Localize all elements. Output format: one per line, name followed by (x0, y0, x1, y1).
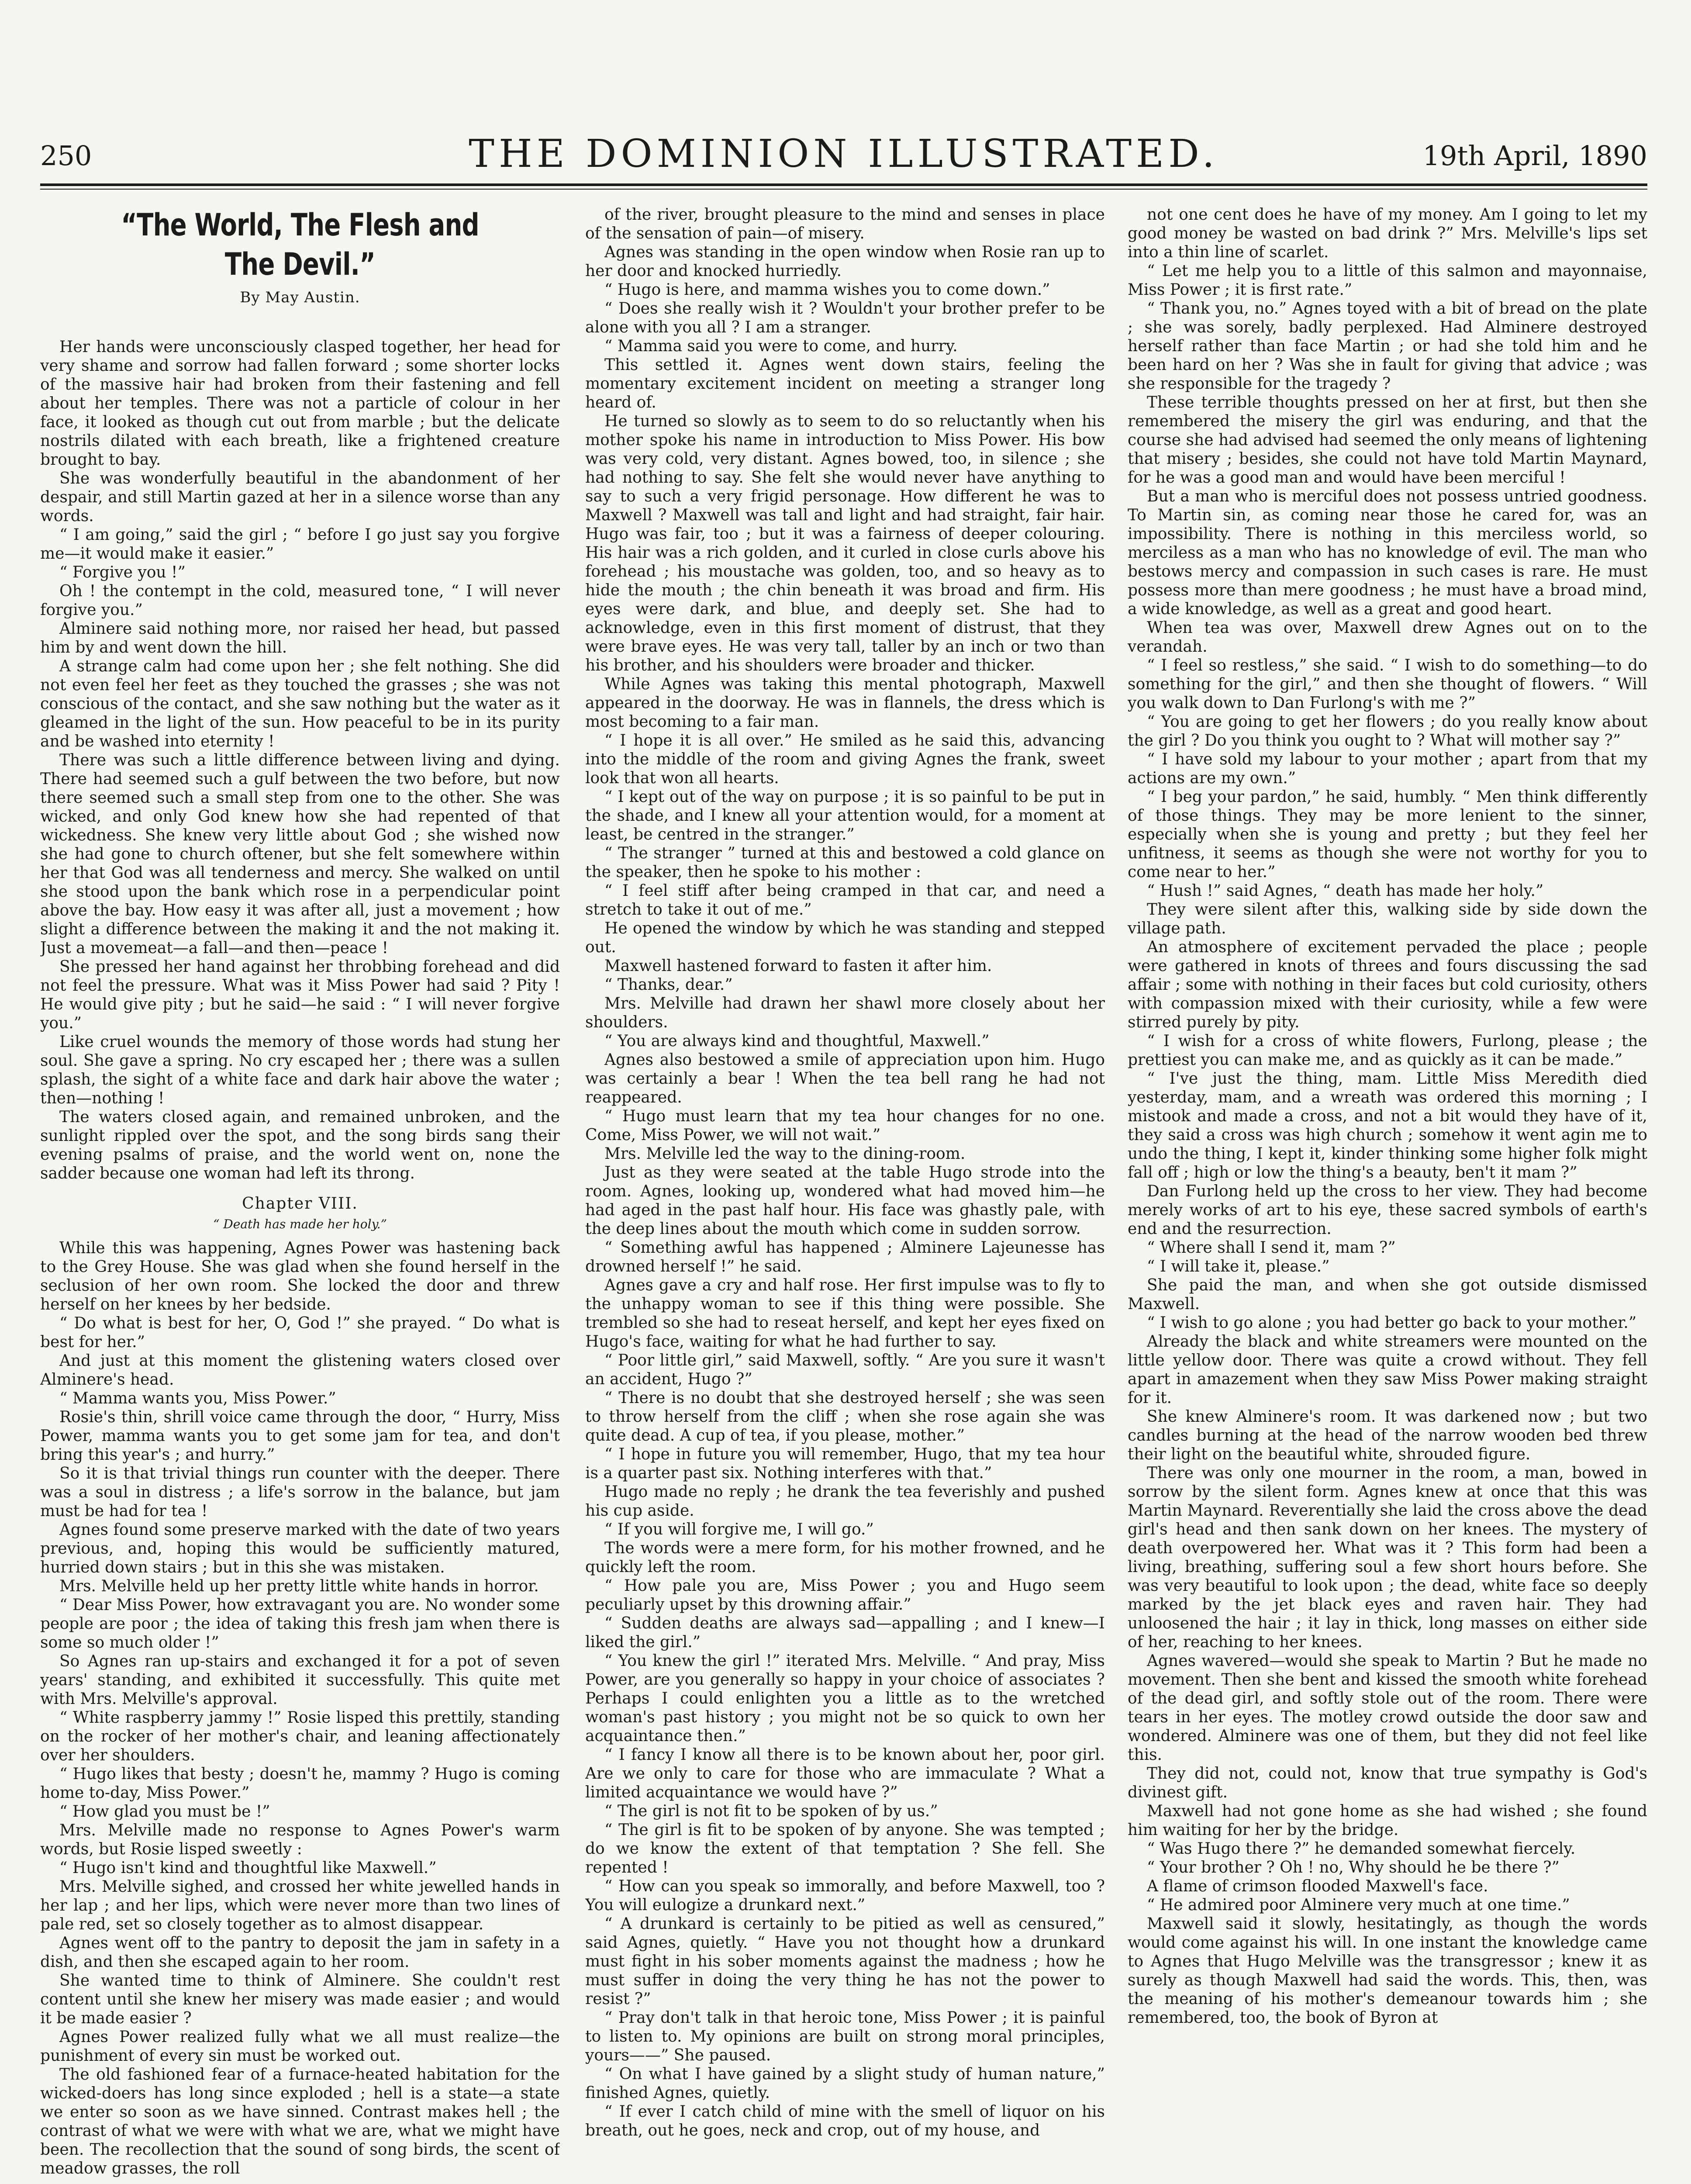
masthead (40, 131, 1647, 183)
paragraph: “ Thank you, no.” Agnes toyed with a bit of bread on the plate ; she was sorely, badly perplexed. Had Alminere destroyed herself rather than face Martin ; or had she told him and he been hard on her ? Was she in fault for giving that advice ; was she responsible for the tragedy ? (1128, 300, 1647, 393)
paragraph: of the river, brought pleasure to the mind and senses in place of the sensation of pain—of misery. (585, 206, 1105, 242)
paragraph: “ I feel so restless,” she said. “ I wish to do something—to do something for the girl,” and then she thought of flowers. “ Will you walk down to Dan Furlong's with me ?” (1128, 657, 1647, 712)
paragraph: “ I beg your pardon,” he said, humbly. “ Men think differently of those things. They may be more lenient to the sinner, especially when she is young and pretty ; but they feel her unfitness, it seems as though she were not worthy for you to come near to her.” (1128, 788, 1647, 881)
paragraph: “ Does she really wish it ? Wouldn't your brother prefer to be alone with you all ? I am a stranger. (585, 300, 1105, 336)
paragraph: “ Mamma said you were to come, and hurry. (604, 337, 958, 355)
paragraph: “ I have sold my labour to your mother ; apart from that my actions are my own.” (1128, 750, 1647, 787)
paragraph: Mrs. Melville led the way to the dining-room. (604, 1145, 966, 1163)
paragraph: “ I've just the thing, mam. Little Miss Meredith died yesterday, mam, and a wreath was ordered this morning ; I mistook and made a cross, and not a bit would they have of it, they said a cross was high church ; somehow it went agin me to undo the thing, I kept it, kinder thinking some higher folk might fall off ; high or low the thing's a beauty, ben't it mam ?” (1128, 1070, 1647, 1182)
paragraph: Maxwell had not gone home as she had wished ; she found him waiting for her by the bridge. (1128, 1802, 1647, 1839)
paragraph: She was wonderfully beautiful in the abandonment of her despair, and still Martin gazed at her in a silence worse than any words. (40, 470, 560, 525)
paragraph: “ Something awful has happened ; Alminere Lajeunesse has drowned herself !” he said. (585, 1239, 1105, 1275)
paragraph: Just as they were seated at the table Hugo strode into the room. Agnes, looking up, wondered what had moved him—he had aged in the past half hour. His face was ghastly pale, with the deep lines about the mouth which come in sudden sorrow. (585, 1164, 1105, 1238)
paragraph: Agnes went off to the pantry to deposit the jam in safety in a dish, and then she escaped again to her room. (40, 1934, 560, 1971)
paragraph: There was such a little difference between living and dying. There had seemed such a gulf between the two before, but now there seemed such a small step from one to the other. She was wicked, and only God knew how she had repented of that wickedness. She knew very little about God ; she wished now she had gone to church oftener, but she felt somewhere within her that God was all tenderness and mercy. She walked on until she stood upon the bank which rose in a perpendicular point above the bay. How easy it was after all, just a movement ; how slight a difference between the making it and the not making it. Just a movemeat—a fall—and then—peace ! (40, 751, 560, 957)
paragraph: “ White raspberry jammy !” Rosie lisped this prettily, standing on the rocker of her mother's chair, and leaning affectionately over her shoulders. (40, 1709, 560, 1764)
paragraph: So Agnes ran up-stairs and exchanged it for a pot of seven years' standing, and exhibited it successfully. This quite met with Mrs. Melville's approval. (40, 1652, 560, 1708)
paragraph: Oh ! the contempt in the cold, measured tone, “ I will never forgive you.” (40, 582, 560, 619)
paragraph: Agnes found some preserve marked with the date of two years previous, and, hoping this would be sufficiently matured, hurried down stairs ; but in this she was mistaken. (40, 1521, 560, 1576)
paragraph: “ Hugo is here, and mamma wishes you to come down.” (604, 281, 1050, 299)
chapter-heading: Chapter VIII. (242, 1195, 358, 1213)
paragraph: She knew Alminere's room. It was darkened now ; but two candles burning at the head of the narrow wooden bed threw their light on the beautiful white, shrouded figure. (1128, 1408, 1647, 1463)
paragraph: “ The girl is fit to be spoken of by anyone. She was tempted ; do we know the extent of that temptation ? She fell. She repented ! (585, 1821, 1105, 1876)
paragraph: “ I kept out of the way on purpose ; it is so painful to be put in the shade, and I knew all your attention would, for a moment at least, be centred in the stranger.” (585, 788, 1105, 843)
masthead-rule-thin (40, 189, 1647, 190)
paragraph: He opened the window by which he was standing and stepped out. (585, 919, 1105, 956)
paragraph: “ I feel stiff after being cramped in that car, and need a stretch to take it out of me.” (585, 882, 1105, 919)
paragraph: Agnes Power realized fully what we all must realize—the punishment of every sin must be worked out. (40, 2028, 560, 2065)
paragraph: “ I am going,” said the girl ; “ before I go just say you forgive me—it would make it easier.” (40, 526, 560, 563)
paragraph: While Agnes was taking this mental photograph, Maxwell appeared in the doorway. He was in flannels, the dress which is most becoming to a fair man. (585, 675, 1105, 731)
paragraph: “ Your brother ? Oh ! no, Why should he be there ?” (1147, 1859, 1560, 1876)
paragraph: “ I hope it is all over.” He smiled as he said this, advancing into the middle of the room and giving Agnes the frank, sweet look that won all hearts. (585, 732, 1105, 787)
paragraph: Alminere said nothing more, nor raised her head, but passed him by and went down the hill. (40, 620, 560, 657)
story-title: “The World, The Flesh and The Devil.” (121, 207, 479, 282)
paragraph: “ Pray don't talk in that heroic tone, Miss Power ; it is painful to listen to. My opinions are built on strong moral principles, yours——” She paused. (585, 2009, 1105, 2064)
paragraph: “ The girl is not fit to be spoken of by us.” (604, 1802, 938, 1820)
paragraph: The words were a mere form, for his mother frowned, and he quickly left the room. (585, 1539, 1105, 1576)
paragraph: There was only one mourner in the room, a man, bowed in sorrow by the silent form. Agnes knew at once that this was Martin Maynard. Reverentially she laid the cross above the dead girl's head and then sank down on her knees. The mystery of death overpowered her. What was it ? This form had been a living, breathing, suffering soul a few short hours before. She was very beautiful to look upon ; the dead, white face so deeply marked by the jet black eyes and raven hair. They had unloosened the hair ; it lay in thick, long masses on either side of her, reaching to her knees. (1128, 1464, 1647, 1651)
paragraph: Mrs. Melville sighed, and crossed her white jewelled hands in her lap ; and her lips, which were never more than two lines of pale red, set so closely together as to almost disappear. (40, 1878, 560, 1933)
paragraph: “ Do what is best for her, O, God !” she prayed. “ Do what is best for her.” (40, 1314, 560, 1351)
paragraph: “ I fancy I know all there is to be known about her, poor girl. Are we only to care for those who are immaculate ? What a limited acquaintance we would have ?” (585, 1746, 1105, 1801)
paragraph: He turned so slowly as to seem to do so reluctantly when his mother spoke his name in introduction to Miss Power. His bow was very cold, very distant. Agnes bowed, too, in silence ; she had nothing to say. She felt she would never have anything to say to such a very frigid personage. How different he was to Maxwell ? Maxwell was tall and light and had straight, fair hair. Hugo was fair, too ; but it was a fairness of deeper colouring. His hair was a rich golden, and it curled in close curls above his forehead ; his moustache was golden, too, and so heavy as to hide the mouth ; the chin beneath it was broad and firm. His eyes were dark, and blue, and deeply set. She had to acknowledge, even in this first moment of distrust, that they were brave eyes. He was very tall, taller by an inch or two than his brother, and his shoulders were broader and thicker. (585, 412, 1105, 674)
paragraph: “ Dear Miss Power, how extravagant you are. No wonder some people are poor ; the idea of taking this fresh jam when there is some so much older !” (40, 1596, 560, 1652)
paragraph: “ He admired poor Alminere very much at one time.” (1147, 1896, 1570, 1914)
paragraph: “ On what I have gained by a slight study of human nature,” finished Agnes, quietly. (585, 2065, 1105, 2102)
paragraph: Rosie's thin, shrill voice came through the door, “ Hurry, Miss Power, mamma wants you to get some jam for tea, and don't bring this year's ; and hurry.” (40, 1408, 560, 1464)
paragraph: Like cruel wounds the memory of those words had stung her soul. She gave a spring. No cry escaped her ; there was a sullen splash, the sight of a white face and dark hair above the water ; then—nothing ! (40, 1033, 560, 1107)
paragraph: “ Poor little girl,” said Maxwell, softly. “ Are you sure it wasn't an accident, Hugo ?” (585, 1351, 1105, 1388)
paragraph: “ Sudden deaths are always sad—appalling ; and I knew—I liked the girl.” (585, 1614, 1105, 1651)
paragraph: “ You are going to get her flowers ; do you really know about the girl ? Do you think you ought to ? What will mother say ?” (1128, 713, 1647, 750)
paragraph: An atmosphere of excitement pervaded the place ; people were gathered in knots of threes and fours discussing the sad affair ; some with nothing in their faces but cold curiosity, others with compassion mixed with their curiosity, while a few were stirred purely by pity. (1128, 938, 1647, 1031)
column-1 (40, 205, 560, 2184)
paragraph: not one cent does he have of my money. Am I going to let my good money be wasted on bad drink ?” Mrs. Melville's lips set into a thin line of scarlet. (1128, 206, 1647, 261)
paragraph: And just at this moment the glistening waters closed over Alminere's head. (40, 1352, 560, 1389)
column-1-text-b (40, 1239, 560, 2178)
paragraph: She wanted time to think of Alminere. She couldn't rest content until she knew her misery was made easier ; and would it be made easier ? (40, 1972, 560, 2027)
paragraph: “ You are always kind and thoughtful, Maxwell.” (604, 1032, 990, 1050)
paragraph: While this was happening, Agnes Power was hastening back to the Grey House. She was glad when she found herself in the seclusion of her own room. She locked the door and threw herself on her knees by her bedside. (40, 1239, 560, 1313)
column-3-text (1128, 205, 1647, 2027)
paragraph: “ I hope in future you will remember, Hugo, that my tea hour is a quarter past six. Nothing interferes with that.” (585, 1445, 1105, 1482)
paragraph: “ Thanks, dear.” (604, 976, 733, 994)
paragraph: These terrible thoughts pressed on her at first, but then she remembered the misery the girl was enduring, and that the course she had advised had seemed the only means of lightening that misery ; besides, she could not have told Martin Maynard, for he was a good man and would have been merciful ! (1128, 394, 1647, 487)
page-number: 250 (40, 140, 92, 172)
paragraph: This settled it. Agnes went down stairs, feeling the momentary excitement incident on meeting a stranger long heard of. (585, 356, 1105, 411)
paragraph: “ A drunkard is certainly to be pitied as well as censured,” said Agnes, quietly. “ Have you not thought how a drunkard must fight in his sober moments against the madness ; how he must suffer in doing the very thing he has not the power to resist ?” (585, 1915, 1105, 2008)
byline: By May Austin. (240, 289, 360, 306)
paragraph: “ How pale you are, Miss Power ; you and Hugo seem peculiarly upset by this drowning affair.” (585, 1577, 1105, 1614)
paragraph: Agnes also bestowed a smile of appreciation upon him. Hugo was certainly a bear ! When the tea bell rang he had not reappeared. (585, 1051, 1105, 1106)
paragraph: “ There is no doubt that she destroyed herself ; she was seen to throw herself from the cliff ; when she rose again she was quite dead. A cup of tea, if you please, mother.” (585, 1389, 1105, 1444)
paragraph: She paid the man, and when she got outside dismissed Maxwell. (1128, 1276, 1647, 1313)
masthead-rule (40, 183, 1647, 186)
chapter-motto: “ Death has made her holy.” (213, 1217, 387, 1231)
paragraph: So it is that trivial things run counter with the deeper. There was a soul in distress ; a life's sorrow in the balance, but jam must be had for tea ! (40, 1465, 560, 1520)
paragraph: Maxwell said it slowly, hesitatingly, as though the words would come against his will. In one instant the knowledge came to Agnes that Hugo Melville was the transgressor ; knew it as surely as though Maxwell had said the words. This, then, was the meaning of his mother's demeanour towards him ; she remembered, too, the book of Byron at (1128, 1915, 1647, 2027)
paragraph: But a man who is merciful does not possess untried goodness. To Martin sin, as coming near those he cared for, was an impossibility. There is nothing in this merciless world, so merciless as a man who has no knowledge of evil. The man who bestows mercy and compassion in such cases is rare. He must possess more than mere goodness ; he must have a broad mind, a wide knowledge, as well as a great and good heart. (1128, 487, 1647, 618)
paragraph: The waters closed again, and remained unbroken, and the sunlight rippled over the spot, and the song birds sang their evening psalms of praise, and the world went on, none the sadder because one woman had left its throng. (40, 1108, 560, 1182)
paragraph: A strange calm had come upon her ; she felt nothing. She did not even feel her feet as they touched the grasses ; she was not conscious of the contact, and she saw nothing but the water as it gleamed in the light of the sun. How peaceful to be in its purity and be washed into eternity ! (40, 657, 560, 750)
paragraph: “ You knew the girl !” iterated Mrs. Melville. “ And pray, Miss Power, are you generally so happy in your choice of associates ? Perhaps I could enlighten you a little as to the wretched woman's past history ; you might not be so quick to own her acquaintance then.” (585, 1652, 1105, 1745)
paragraph: Mrs. Melville had drawn her shawl more closely about her shoulders. (585, 995, 1105, 1031)
paragraph: “ Let me help you to a little of this salmon and mayonnaise, Miss Power ; it is first rate.” (1128, 262, 1647, 299)
paragraph: “ Was Hugo there ?” he demanded somewhat fiercely. (1147, 1840, 1576, 1858)
paragraph: “ Where shall I send it, mam ?” (1147, 1239, 1396, 1257)
paragraph: She pressed her hand against her throbbing forehead and did not feel the pressure. What was it Miss Power had said ? Pity ! He would give pity ; but he said—he said : “ I will never forgive you.” (40, 958, 560, 1032)
paragraph: The old fashioned fear of a furnace-heated habitation for the wicked-doers has long since exploded ; hell is a state—a state we enter so soon as we have sinned. Contrast makes hell ; the contrast of what we were with what we are, what we might have been. The recollection that the sound of song birds, the scent of meadow grasses, the roll (40, 2066, 560, 2177)
paragraph: “ I will take it, please.” (1147, 1258, 1330, 1275)
paragraph: “ Mamma wants you, Miss Power.” (59, 1389, 336, 1407)
paragraph: Agnes gave a cry and half rose. Her first impulse was to fly to the unhappy woman to see if this thing were possible. She trembled so she had to reseat herself, and kept her eyes fixed on Hugo's face, waiting for what he had further to say. (585, 1276, 1105, 1351)
paragraph: “ How glad you must be !” (59, 1803, 270, 1821)
paragraph: “ Hugo likes that besty ; doesn't he, mammy ? Hugo is coming home to-day, Miss Power.” (40, 1765, 560, 1802)
column-2 (585, 205, 1105, 2184)
column-1-text-a (40, 338, 560, 1183)
paragraph: They did not, could not, know that true sympathy is God's divinest gift. (1128, 1765, 1647, 1801)
paragraph: Maxwell hastened forward to fasten it after him. (604, 957, 992, 975)
paragraph: “ I wish for a cross of white flowers, Furlong, please ; the prettiest you can make me, and as quickly as it can be made.” (1128, 1032, 1647, 1069)
column-3 (1128, 205, 1647, 2184)
paragraph: “ Hugo isn't kind and thoughtful like Maxwell.” (59, 1859, 437, 1877)
paragraph: “ The stranger ” turned at this and bestowed a cold glance on the speaker, then he spoke to his mother : (585, 844, 1105, 881)
paragraph: Mrs. Melville made no response to Agnes Power's warm words, but Rosie lisped sweetly : (40, 1821, 560, 1858)
paragraph: Agnes was standing in the open window when Rosie ran up to her door and knocked hurriedly. (585, 243, 1105, 280)
paragraph: Dan Furlong held up the cross to her view. They had become merely works of art to his eye, these sacred symbols of earth's end and the resurrection. (1128, 1182, 1647, 1238)
paragraph: “ If you will forgive me, I will go.” (604, 1521, 874, 1538)
paragraph: Mrs. Melville held up her pretty little white hands in horror. (59, 1577, 539, 1595)
issue-date: 19th April, 1890 (1422, 140, 1647, 172)
paragraph: “ Forgive you !” (59, 563, 186, 581)
publication-title: THE DOMINION ILLUSTRATED. (469, 131, 1219, 176)
paragraph: When tea was over, Maxwell drew Agnes out on to the verandah. (1128, 619, 1647, 656)
paragraph: A flame of crimson flooded Maxwell's face. (1147, 1877, 1488, 1895)
paragraph: “ If ever I catch child of mine with the smell of liquor on his breath, out he goes, neck and crop, out of my house, and (585, 2103, 1105, 2139)
paragraph: “ I wish to go alone ; you had better go back to your mother.” (1147, 1314, 1637, 1332)
paragraph: “ Hush !” said Agnes, “ death has made her holy.” (1147, 882, 1544, 900)
paragraph: “ Hugo must learn that my tea hour changes for no one. Come, Miss Power, we will not wait.” (585, 1107, 1105, 1144)
column-2-text (585, 205, 1105, 2140)
paragraph: Agnes wavered—would she speak to Martin ? But he made no movement. Then she bent and kissed the smooth white forehead of the dead girl, and softly stole out of the room. There were tears in her eyes. The motley crowd outside the door saw and wondered. Alminere was one of them, but they did not feel like this. (1128, 1652, 1647, 1764)
paragraph: Already the black and white streamers were mounted on the little yellow door. There was quite a crowd without. They fell apart in amazement when they saw Miss Power making straight for it. (1128, 1333, 1647, 1407)
paragraph: They were silent after this, walking side by side down the village path. (1128, 901, 1647, 937)
paragraph: Hugo made no reply ; he drank the tea feverishly and pushed his cup aside. (585, 1483, 1105, 1520)
paragraph: “ How can you speak so immorally, and before Maxwell, too ? You will eulogize a drunkard next.” (585, 1877, 1105, 1914)
paragraph: Her hands were unconsciously clasped together, her head for very shame and sorrow had fallen forward ; some shorter locks of the massive hair had broken from their fastening and fell about her temples. There was not a particle of colour in her face, it looked as though cut out from marble ; but the delicate nostrils dilated with each breath, like a frightened creature brought to bay. (40, 338, 560, 469)
